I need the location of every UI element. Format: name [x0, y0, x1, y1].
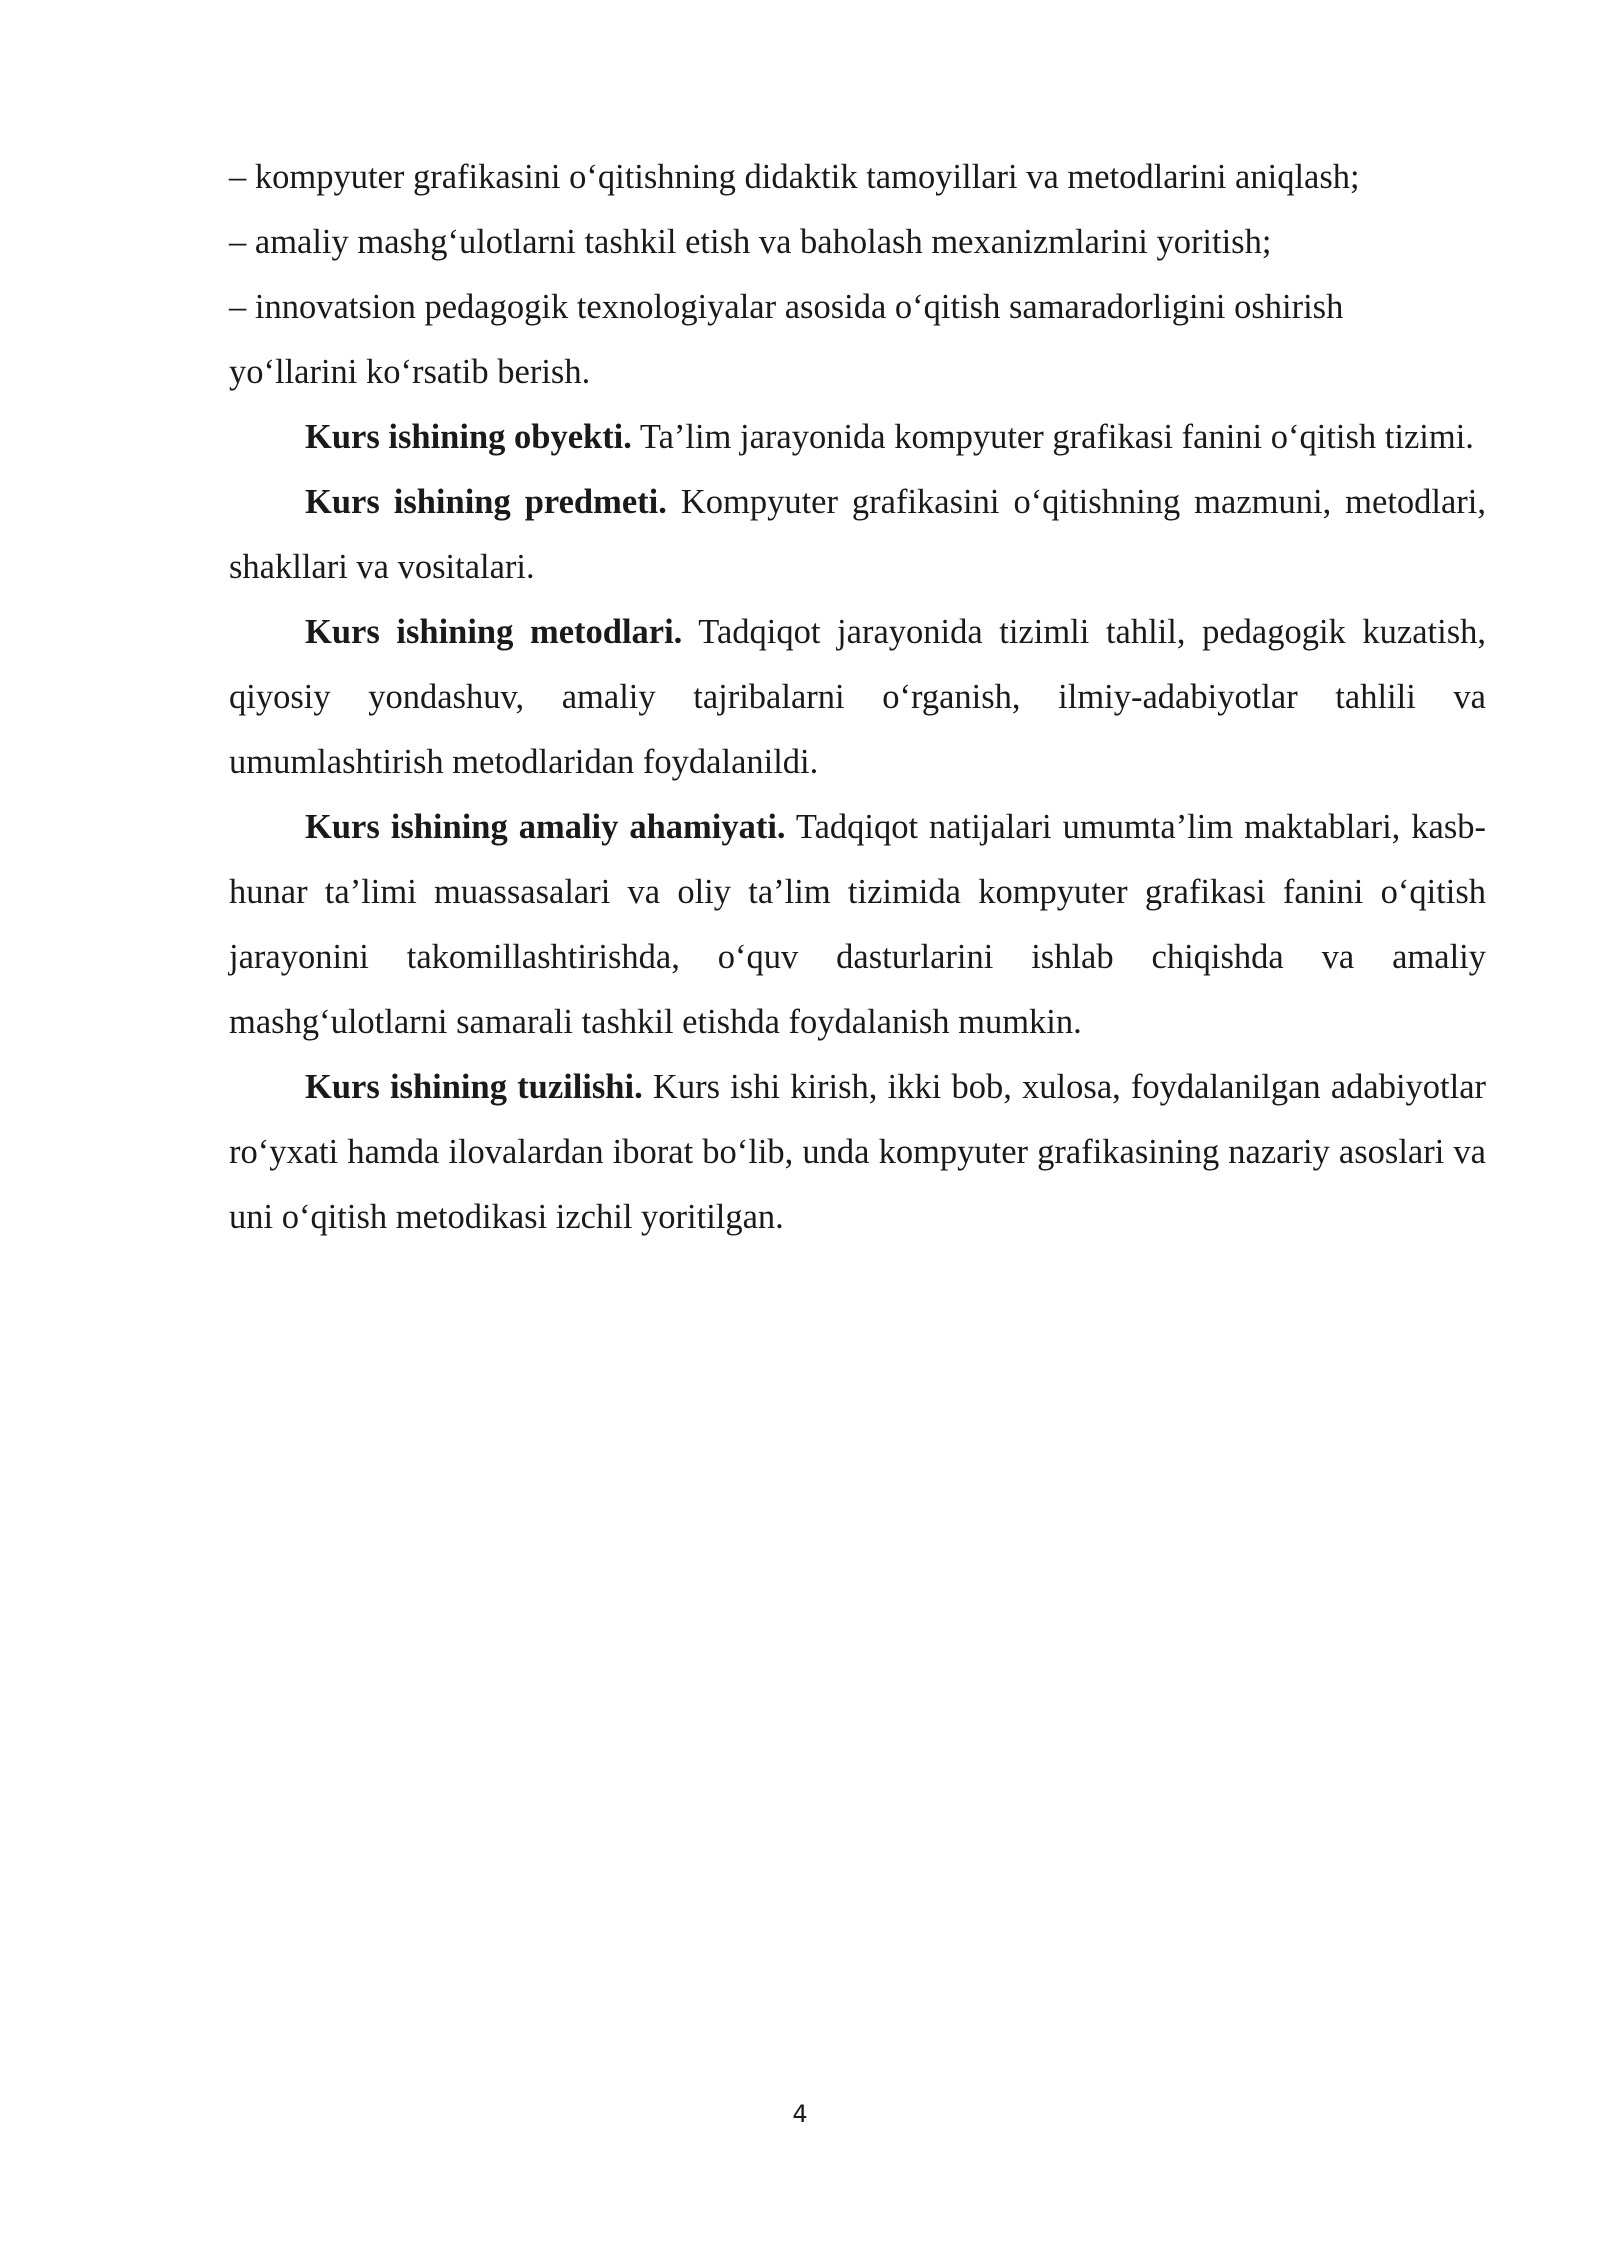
list-item: – amaliy mashg‘ulotlarni tashkil etish va baholash mexanizmlarini yoritish;	[229, 223, 1272, 261]
section-heading: Kurs ishining metodlari.	[305, 613, 683, 651]
page-number: 4	[792, 2100, 808, 2128]
list-item: – kompyuter grafikasini o‘qitishning didaktik tamoyillari va metodlarini aniqlash;	[229, 158, 1360, 196]
section-text: Tadqiqot natijalari umumta’lim maktablari, kasb-hunar ta’limi muassasalari va oliy ta’lim tizimida kompyuter grafikasi fanini o‘qitish jarayonini takomillashtirishda, o‘quv dasturlarini ishlab chiqishda va amaliy mashg‘ulotlarni samarali tashkil etishda foydalanish mumkin.	[229, 808, 1487, 1041]
section-object	[229, 405, 1486, 470]
section-heading: Kurs ishining predmeti.	[305, 483, 667, 521]
section-heading: Kurs ishining amaliy ahamiyati.	[305, 808, 786, 846]
section-subject	[229, 470, 1486, 600]
section-heading: Kurs ishining obyekti.	[305, 418, 632, 456]
document-body	[229, 145, 1486, 1250]
section-practical-significance	[229, 795, 1486, 1055]
section-methods	[229, 600, 1486, 795]
section-text: Kurs ishi kirish, ikki bob, xulosa, foydalanilgan adabiyotlar ro‘yxati hamda ilovalardan iborat bo‘lib, unda kompyuter grafikasining nazariy asoslari va uni o‘qitish metodikasi izchil yoritilgan.	[229, 1068, 1487, 1236]
section-text: Ta’lim jarayonida kompyuter grafikasi fanini o‘qitish tizimi.	[631, 418, 1474, 456]
section-text: Tadqiqot jarayonida tizimli tahlil, pedagogik kuzatish, qiyosiy yondashuv, amaliy tajribalarni o‘rganish, ilmiy-adabiyotlar tahlili va umumlashtirish metodlaridan foydalanildi.	[229, 613, 1486, 781]
section-structure	[229, 1055, 1486, 1250]
list-item: – innovatsion pedagogik texnologiyalar asosida o‘qitish samaradorligini oshirish yo‘llarini ko‘rsatib berish.	[229, 288, 1344, 391]
section-text: Kompyuter grafikasini o‘qitishning mazmuni, metodlari, shakllari va vositalari.	[229, 483, 1486, 586]
section-heading: Kurs ishining tuzilishi.	[305, 1068, 643, 1106]
